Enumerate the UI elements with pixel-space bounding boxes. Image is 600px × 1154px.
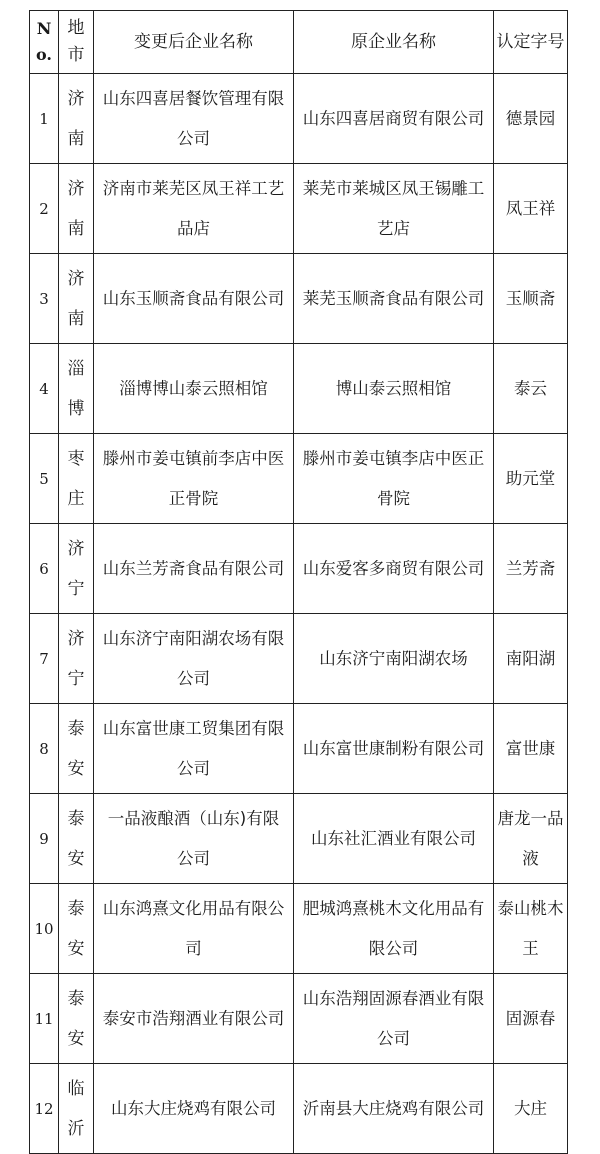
cell-ident-text: 泰云 — [514, 378, 547, 398]
cell-ident-text: 固源春 — [505, 1008, 556, 1028]
cell-city — [59, 614, 94, 704]
cell-city-text: 枣庄 — [67, 448, 85, 509]
cell-new-name-text: 山东济宁南阳湖农场有限公司 — [102, 628, 285, 688]
cell-old-name-text: 沂南县大庄烧鸡有限公司 — [302, 1098, 485, 1118]
cell-no-text: 11 — [34, 1009, 54, 1028]
cell-ident-text: 富世康 — [505, 738, 556, 758]
cell-old-name-text: 山东富世康制粉有限公司 — [302, 738, 485, 758]
cell-city-text: 济南 — [67, 178, 85, 239]
cell-no — [30, 794, 59, 884]
cell-city-text: 泰安 — [67, 898, 85, 959]
cell-ident — [494, 344, 568, 434]
cell-new-name — [94, 614, 294, 704]
cell-ident — [494, 524, 568, 614]
cell-new-name — [94, 884, 294, 974]
cell-no-text: 4 — [39, 379, 49, 398]
cell-city-text: 泰安 — [67, 988, 85, 1049]
cell-new-name — [94, 794, 294, 884]
cell-no-text: 5 — [39, 469, 49, 488]
table-body — [30, 74, 568, 1154]
cell-old-name-text: 肥城鸿熹桃木文化用品有限公司 — [302, 898, 485, 958]
cell-ident — [494, 794, 568, 884]
cell-ident — [494, 254, 568, 344]
header-ident: 认定字号 — [494, 11, 568, 74]
cell-new-name — [94, 74, 294, 164]
header-no: No. — [30, 11, 59, 74]
cell-new-name — [94, 974, 294, 1064]
cell-no — [30, 704, 59, 794]
cell-new-name — [94, 1064, 294, 1154]
company-name-change-table — [29, 10, 568, 1154]
cell-city — [59, 254, 94, 344]
cell-ident — [494, 974, 568, 1064]
cell-old-name — [294, 794, 494, 884]
cell-ident — [494, 1064, 568, 1154]
cell-no — [30, 434, 59, 524]
table-row — [30, 254, 568, 344]
table-header-row — [30, 11, 568, 74]
cell-new-name-text: 一品液酿酒（山东)有限公司 — [107, 808, 280, 868]
cell-old-name-text: 山东爱客多商贸有限公司 — [302, 558, 485, 578]
cell-city — [59, 794, 94, 884]
cell-no — [30, 164, 59, 254]
cell-no — [30, 254, 59, 344]
cell-city — [59, 344, 94, 434]
cell-new-name-text: 淄博博山泰云照相馆 — [119, 378, 268, 398]
cell-old-name — [294, 974, 494, 1064]
cell-new-name-text: 山东玉顺斋食品有限公司 — [102, 288, 285, 308]
cell-old-name-text: 山东济宁南阳湖农场 — [319, 648, 468, 668]
cell-city-text: 淄博 — [67, 358, 85, 419]
table-row — [30, 524, 568, 614]
cell-city — [59, 974, 94, 1064]
cell-no — [30, 884, 59, 974]
cell-no-text: 8 — [39, 739, 49, 758]
cell-city — [59, 1064, 94, 1154]
cell-ident — [494, 434, 568, 524]
cell-old-name — [294, 344, 494, 434]
cell-new-name-text: 山东四喜居餐饮管理有限公司 — [102, 88, 285, 148]
cell-ident-text: 凤王祥 — [505, 198, 556, 218]
cell-new-name-text: 泰安市浩翔酒业有限公司 — [102, 1008, 285, 1028]
cell-new-name — [94, 704, 294, 794]
table-row — [30, 344, 568, 434]
table-row — [30, 164, 568, 254]
cell-new-name-text: 山东大庄烧鸡有限公司 — [111, 1098, 276, 1118]
cell-city — [59, 524, 94, 614]
header-new-name: 变更后企业名称 — [94, 11, 294, 74]
cell-old-name — [294, 254, 494, 344]
table-row — [30, 704, 568, 794]
table-row — [30, 884, 568, 974]
cell-ident — [494, 74, 568, 164]
cell-old-name-text: 山东社汇酒业有限公司 — [311, 828, 476, 848]
cell-old-name — [294, 614, 494, 704]
cell-old-name — [294, 704, 494, 794]
cell-no — [30, 974, 59, 1064]
table-row — [30, 74, 568, 164]
table-row — [30, 794, 568, 884]
cell-old-name — [294, 524, 494, 614]
cell-new-name-text: 山东兰芳斋食品有限公司 — [102, 558, 285, 578]
table-row — [30, 614, 568, 704]
cell-old-name — [294, 164, 494, 254]
cell-new-name — [94, 344, 294, 434]
cell-new-name-text: 山东富世康工贸集团有限公司 — [102, 718, 285, 778]
cell-old-name — [294, 884, 494, 974]
cell-old-name-text: 滕州市姜屯镇李店中医正骨院 — [302, 448, 485, 508]
cell-city — [59, 434, 94, 524]
cell-ident-text: 兰芳斋 — [505, 558, 556, 578]
cell-ident-text: 南阳湖 — [505, 648, 556, 668]
cell-city-text: 济宁 — [67, 628, 85, 689]
cell-new-name — [94, 254, 294, 344]
cell-new-name — [94, 434, 294, 524]
cell-no — [30, 1064, 59, 1154]
cell-new-name — [94, 524, 294, 614]
cell-city-text: 泰安 — [67, 718, 85, 779]
table-row — [30, 434, 568, 524]
cell-no-text: 6 — [39, 559, 49, 578]
cell-old-name-text: 山东浩翔固源春酒业有限公司 — [302, 988, 485, 1048]
table-container — [29, 10, 567, 1154]
cell-city — [59, 164, 94, 254]
cell-no — [30, 74, 59, 164]
cell-new-name-text: 滕州市姜屯镇前李店中医正骨院 — [102, 448, 285, 508]
cell-old-name — [294, 434, 494, 524]
table-row — [30, 974, 568, 1064]
cell-ident-text: 玉顺斋 — [505, 288, 556, 308]
cell-old-name-text: 莱芜玉顺斋食品有限公司 — [302, 288, 485, 308]
header-city: 地市 — [59, 11, 94, 74]
cell-ident-text: 泰山桃木王 — [497, 898, 564, 958]
cell-city — [59, 74, 94, 164]
cell-ident — [494, 884, 568, 974]
cell-old-name-text: 莱芜市莱城区凤王锡雕工艺店 — [302, 178, 485, 238]
cell-new-name-text: 山东鸿熹文化用品有限公司 — [102, 898, 285, 958]
cell-ident-text: 大庄 — [514, 1098, 547, 1118]
cell-old-name — [294, 1064, 494, 1154]
cell-no-text: 10 — [34, 919, 54, 938]
cell-no — [30, 344, 59, 434]
cell-ident-text: 唐龙一品液 — [497, 808, 564, 868]
cell-new-name — [94, 164, 294, 254]
cell-ident-text: 德景园 — [505, 108, 556, 128]
cell-new-name-text: 济南市莱芜区凤王祥工艺品店 — [102, 178, 285, 238]
cell-city-text: 济南 — [67, 268, 85, 329]
cell-city-text: 临沂 — [67, 1078, 85, 1139]
cell-city — [59, 884, 94, 974]
cell-no-text: 12 — [34, 1099, 54, 1118]
cell-no — [30, 614, 59, 704]
cell-city-text: 济宁 — [67, 538, 85, 599]
cell-old-name-text: 山东四喜居商贸有限公司 — [302, 108, 485, 128]
cell-city — [59, 704, 94, 794]
cell-no-text: 2 — [39, 199, 49, 218]
cell-ident-text: 助元堂 — [505, 468, 556, 488]
cell-no-text: 9 — [39, 829, 49, 848]
cell-old-name — [294, 74, 494, 164]
cell-ident — [494, 614, 568, 704]
cell-no — [30, 524, 59, 614]
cell-no-text: 3 — [39, 289, 49, 308]
cell-no-text: 1 — [39, 109, 49, 128]
cell-city-text: 泰安 — [67, 808, 85, 869]
cell-city-text: 济南 — [67, 88, 85, 149]
header-old-name: 原企业名称 — [294, 11, 494, 74]
cell-no-text: 7 — [39, 649, 49, 668]
cell-old-name-text: 博山泰云照相馆 — [335, 378, 452, 398]
cell-ident — [494, 164, 568, 254]
table-row — [30, 1064, 568, 1154]
cell-ident — [494, 704, 568, 794]
